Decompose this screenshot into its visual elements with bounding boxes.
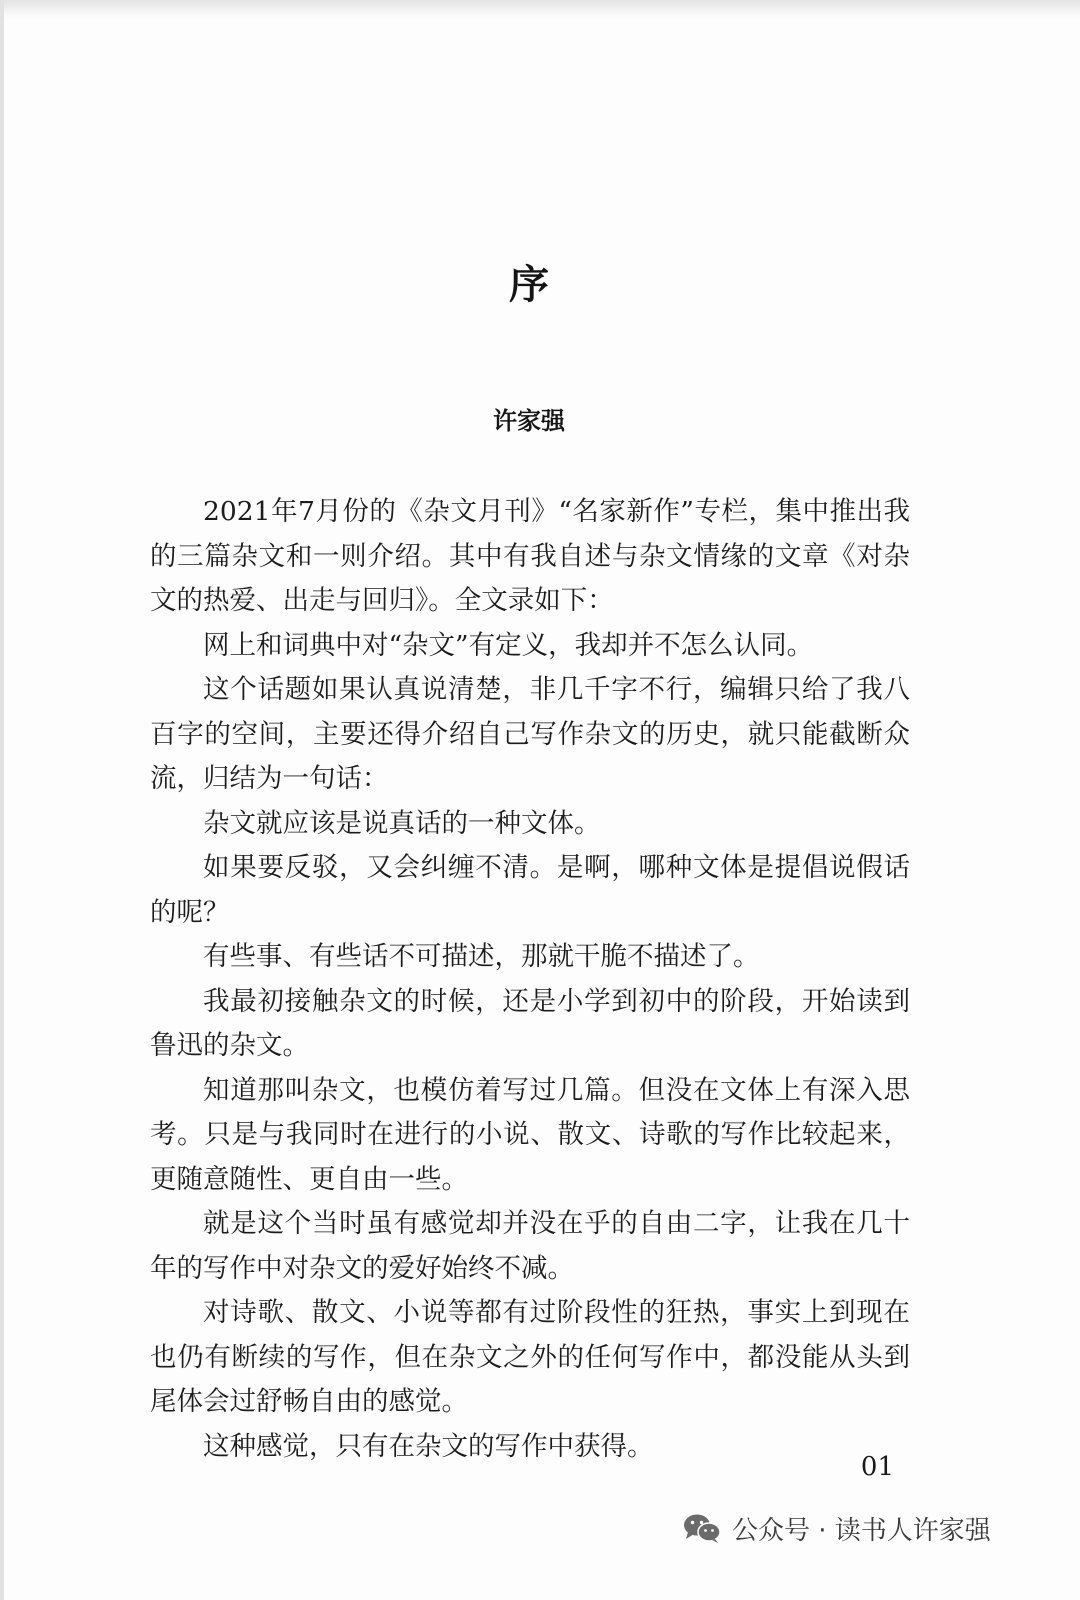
- body-text: [150, 490, 910, 1469]
- wechat-watermark: [682, 1508, 991, 1548]
- paragraph: 这种感觉，只有在杂文的写作中获得。: [203, 1430, 654, 1462]
- paragraph: 如果要反驳，又会纠缠不清。是啊，哪种文体是提倡说假话的呢？: [150, 852, 910, 928]
- page-title: 序: [509, 262, 549, 308]
- author-name: 许家强: [493, 407, 565, 435]
- paragraph: 就是这个当时虽有感觉却并没在乎的自由二字，让我在几十年的写作中对杂文的爱好始终不减。: [150, 1208, 910, 1284]
- paragraph: 杂文就应该是说真话的一种文体。: [203, 807, 601, 839]
- paragraph: 有些事、有些话不可描述，那就干脆不描述了。: [203, 941, 760, 972]
- paragraph: 对诗歌、散文、小说等都有过阶段性的狂热，事实上到现在也仍有断续的写作，但在杂文之外的任何写作中，都没能从头到尾体会过舒畅自由的感觉。: [150, 1297, 910, 1417]
- wechat-icon: [682, 1512, 722, 1544]
- paragraph: 我最初接触杂文的时候，还是小学到初中的阶段，开始读到鲁迅的杂文。: [150, 985, 910, 1061]
- paragraph: 这个话题如果认真说清楚，非几千字不行，编辑只给了我八百字的空间，主要还得介绍自己写作杂文的历史，就只能截断众流，归结为一句话：: [150, 674, 910, 794]
- watermark-text: 公众号 · 读书人许家强: [732, 1515, 991, 1546]
- page-number: 01: [860, 1452, 894, 1482]
- paragraph: 知道那叫杂文，也模仿着写过几篇。但没在文体上有深入思考。只是与我同时在进行的小说、散文、诗歌的写作比较起来，更随意随性、更自由一些。: [150, 1074, 910, 1195]
- page-top-shadow: [0, 0, 1080, 18]
- paragraph: 网上和词典中对“杂文”有定义，我却并不怎么认同。: [203, 629, 814, 661]
- page-left-edge: [0, 0, 4, 1600]
- paragraph: 2021年7月份的《杂文月刊》“名家新作”专栏，集中推出我的三篇杂文和一则介绍。其中有我自述与杂文情缘的文章《对杂文的热爱、出走与回归》。全文录如下：: [150, 496, 910, 616]
